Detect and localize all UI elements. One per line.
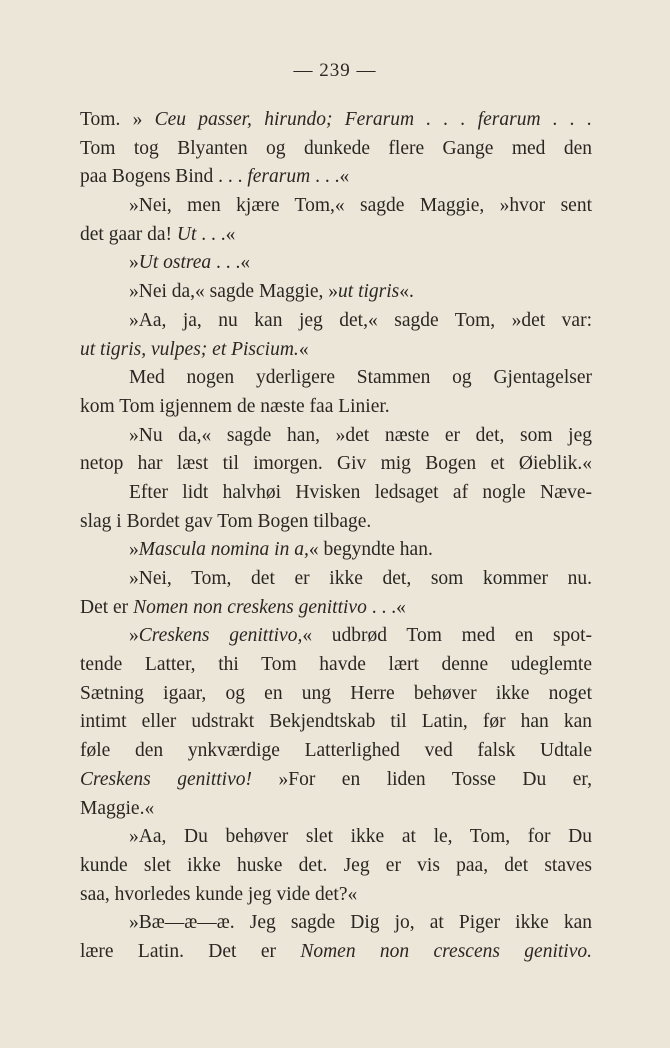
page-number: — 239 — [293, 60, 377, 81]
text-line [80, 680, 592, 709]
text-line [80, 106, 592, 135]
text-segment: » [129, 625, 139, 647]
text-segment: »Bæ—æ—æ. Jeg sagde Dig jo, at Piger ikke kan [129, 912, 592, 934]
italic-text: ut tigris, vulpes; et Piscium. [80, 338, 299, 360]
text-line [80, 881, 592, 910]
text-line [80, 852, 592, 881]
text-line [80, 393, 592, 422]
text-line [80, 708, 592, 737]
text-line [80, 221, 592, 250]
text-line [80, 249, 592, 278]
text-line [80, 479, 592, 508]
text-segment: »Aa, Du behøver slet ikke at le, Tom, for Du [129, 826, 592, 848]
italic-text: Ut ostrea [138, 252, 212, 274]
text-segment: kunde slet ikke huske det. Jeg er vis paa, det staves [80, 854, 592, 876]
text-line [80, 565, 592, 594]
text-line [80, 795, 592, 824]
text-line [80, 192, 592, 221]
text-line [80, 450, 592, 479]
italic-text: Nomen non creskens genittivo [133, 596, 367, 618]
text-line [80, 422, 592, 451]
text-line [80, 766, 592, 795]
text-line [80, 135, 592, 164]
text-segment: « begyndte han. [308, 539, 433, 561]
text-segment: Sætning igaar, og en ung Herre behøver ikke noget [80, 682, 592, 704]
text-segment: det gaar da! [80, 223, 177, 245]
text-line [80, 536, 592, 565]
text-segment: intimt eller udstrakt Bekjendtskab til Latin, før han kan [80, 711, 592, 733]
text-segment: Med nogen yderligere Stammen og Gjentagelser [129, 367, 592, 389]
text-line [80, 278, 592, 307]
text-segment: tende Latter, thi Tom havde lært denne udeglemte [80, 654, 592, 676]
text-segment: . . .« [366, 596, 406, 618]
text-line [80, 737, 592, 766]
text-line [80, 938, 592, 967]
text-segment: »Aa, ja, nu kan jeg det,« sagde Tom, »det var: [129, 309, 592, 331]
italic-text: Nomen non crescens genitivo. [300, 940, 592, 962]
text-segment: kom Tom igjennem de næste faa Linier. [80, 395, 390, 417]
italic-text: Mascula nomina in a, [138, 539, 309, 561]
text-line [80, 651, 592, 680]
text-segment: netop har læst til imorgen. Giv mig Bogen et Øieblik.« [80, 453, 592, 475]
text-segment: «. [399, 281, 414, 303]
text-segment: » [132, 109, 155, 130]
text-segment: lære Latin. Det er [80, 940, 301, 962]
text-segment: slag i Bordet gav Tom Bogen tilbage. [80, 510, 372, 532]
text-segment: Tom tog Blyanten og dunkede flere Gange med den [80, 137, 592, 159]
text-segment: Det er [80, 596, 134, 618]
italic-text: ut tigris [338, 281, 400, 303]
text-segment: »Nu da,« sagde han, »det næste er det, som jeg [129, 424, 592, 446]
text-segment: paa Bogens Bind . . . [80, 166, 248, 188]
text-line [80, 364, 592, 393]
italic-text: ferarum [247, 166, 311, 188]
text-line [80, 909, 592, 938]
text-segment: »Nei da,« sagde Maggie, » [129, 281, 339, 303]
text-line [80, 622, 592, 651]
text-line [80, 307, 592, 336]
text-line [80, 508, 592, 537]
text-line [80, 163, 592, 192]
text-segment: »Nei, Tom, det er ikke det, som kommer nu. [129, 568, 592, 589]
text-segment: »Nei, men kjære Tom,« sagde Maggie, »hvor sent [129, 195, 592, 217]
text-segment: . . .« [196, 223, 236, 245]
text-segment: . . .« [310, 166, 350, 188]
text-segment: saa, hvorledes kunde jeg vide det?« [80, 883, 358, 905]
text-segment: føle den ynkværdige Latterlighed ved falsk Udtale [80, 740, 592, 762]
text-segment: »For en liden Tosse Du er, [251, 768, 592, 790]
text-segment: Efter lidt halvhøi Hvisken ledsaget af nogle Næve- [129, 481, 592, 503]
italic-text: Ut [176, 223, 197, 245]
text-segment: » [129, 252, 139, 274]
italic-text: Ceu passer, hirundo; Ferarum . . . ferarum . . . [154, 109, 592, 130]
text-line [80, 336, 592, 365]
body-text [80, 106, 592, 967]
italic-text: Creskens genittivo! [80, 768, 252, 790]
text-segment: « udbrød Tom med en spot- [302, 625, 592, 647]
text-line [80, 594, 592, 623]
text-segment: « [298, 338, 309, 360]
italic-text: Creskens genittivo, [138, 625, 303, 647]
text-segment: » [129, 539, 139, 561]
text-segment: . . .« [211, 252, 251, 274]
text-line [80, 823, 592, 852]
text-segment: Tom. [80, 109, 133, 130]
text-segment: Maggie.« [80, 797, 155, 819]
